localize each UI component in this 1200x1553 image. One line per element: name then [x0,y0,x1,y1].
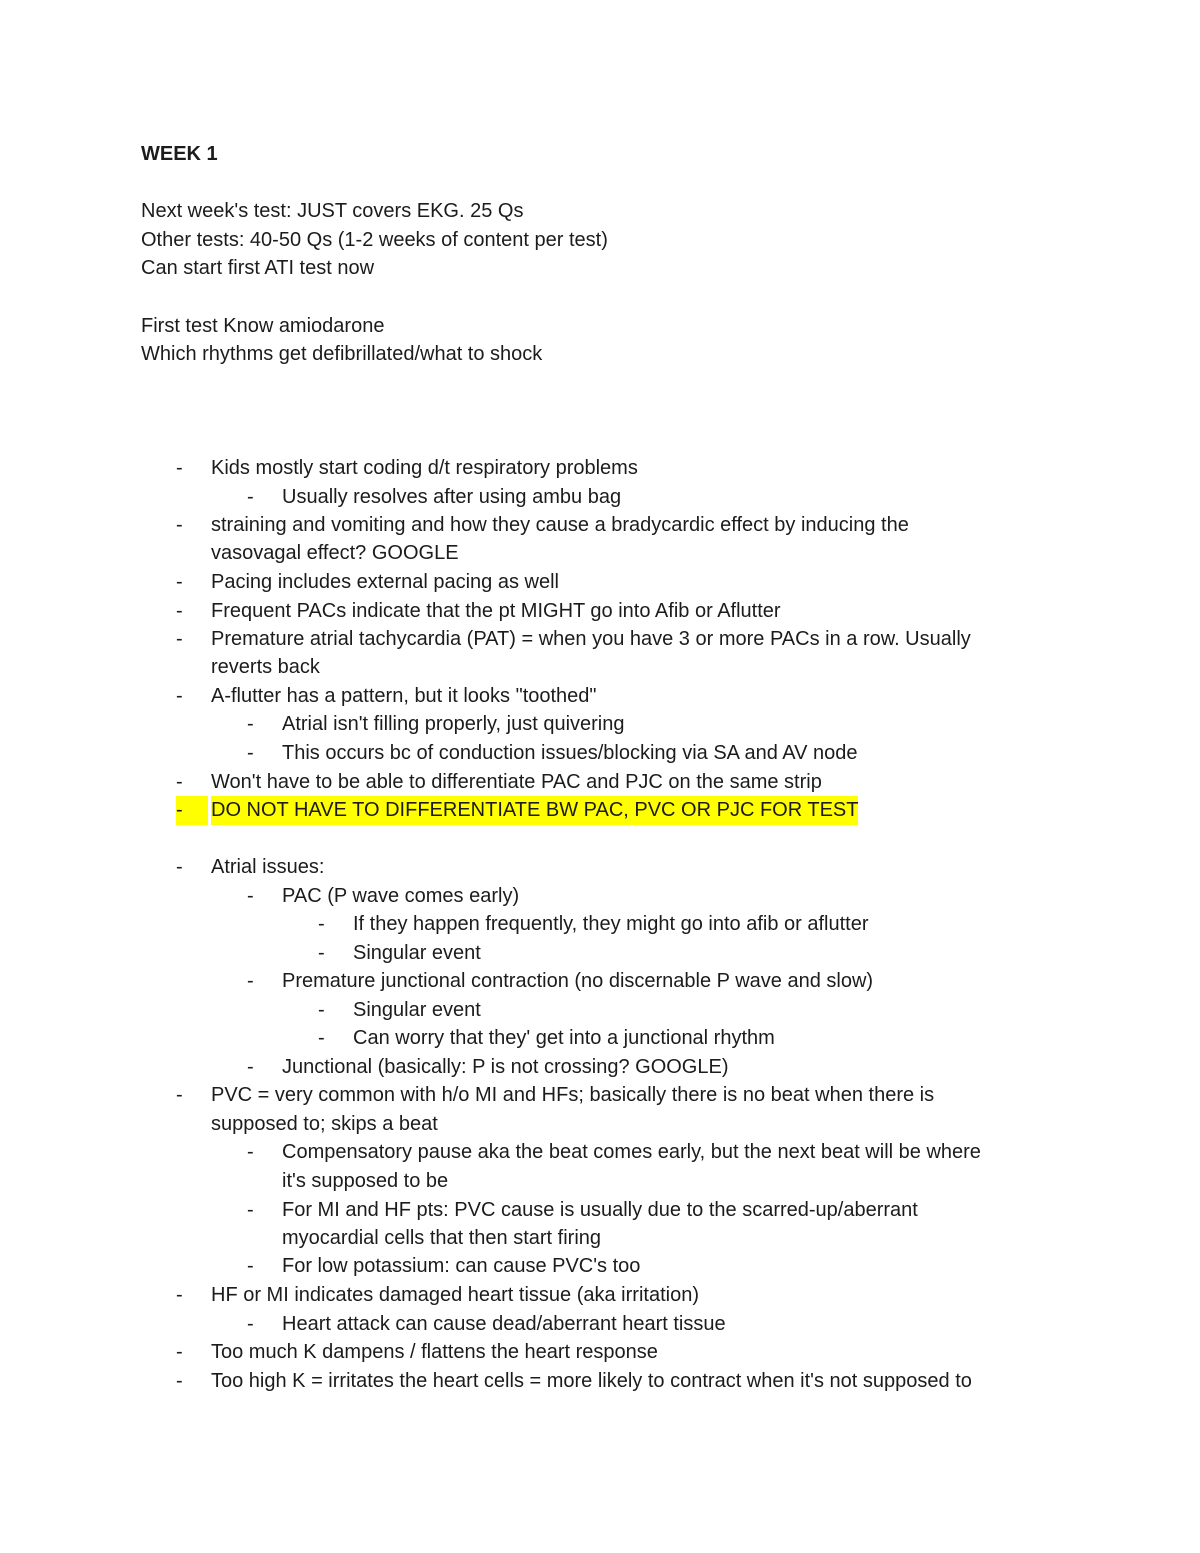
list-item [0,710,1200,739]
bullet-dash: - [176,1284,183,1306]
list-item [0,739,1200,768]
bullet-text: Pacing includes external pacing as well [211,571,559,593]
bullet-text: myocardial cells that then start firing [282,1227,602,1249]
bullet-text: Too high K = irritates the heart cells = more likely to contract when it's not supposed to [211,1370,972,1392]
bullet-text: Can worry that they' get into a junctional rhythm [353,1027,775,1049]
list-item [0,939,1200,968]
list-item [0,597,1200,626]
list-item [0,1138,1200,1167]
bullet-text: vasovagal effect? GOOGLE [211,542,459,564]
list-item [0,483,1200,512]
list-item [0,1081,1200,1110]
bullet-text: HF or MI indicates damaged heart tissue (aka irritation) [211,1284,699,1306]
list-item [0,1281,1200,1310]
bullet-text: PVC = very common with h/o MI and HFs; basically there is no beat when there is [211,1084,935,1106]
list-item [0,910,1200,939]
bullet-dash: - [247,1056,254,1078]
bullet-text: reverts back [211,656,320,678]
bullet-dash: - [176,1341,183,1363]
bullet-text: supposed to; skips a beat [211,1113,438,1135]
list-item [0,511,1200,540]
bullet-dash: - [247,1313,254,1335]
intro-line: Other tests: 40-50 Qs (1-2 weeks of content per test) [141,229,608,251]
list-item [0,768,1200,797]
list-item [0,1024,1200,1053]
list-item [0,796,1200,825]
bullet-text: Usually resolves after using ambu bag [282,486,622,508]
list-item [0,1110,1200,1139]
list-item [0,1053,1200,1082]
list-item [0,1196,1200,1225]
bullet-text: Compensatory pause aka the beat comes early, but the next beat will be where [282,1141,981,1163]
bullet-dash: - [247,713,254,735]
bullet-text: Frequent PACs indicate that the pt MIGHT go into Afib or Aflutter [211,600,781,622]
list-item [0,1224,1200,1253]
list-item [0,1338,1200,1367]
bullet-text: straining and vomiting and how they cause a bradycardic effect by inducing the [211,514,909,536]
bullet-dash: - [318,942,325,964]
list-item [0,539,1200,568]
bullet-text: If they happen frequently, they might go into afib or aflutter [353,913,869,935]
bullet-text: Singular event [353,942,481,964]
highlighted-note: DO NOT HAVE TO DIFFERENTIATE BW PAC, PVC OR PJC FOR TEST [211,796,858,825]
bullet-dash: - [176,685,183,707]
list-item [0,1310,1200,1339]
list-item [0,853,1200,882]
bullet-text: Kids mostly start coding d/t respiratory problems [211,457,638,479]
bullet-dash: - [247,1141,254,1163]
bullet-dash: - [318,1027,325,1049]
bullet-text: Singular event [353,999,481,1021]
list-item [0,625,1200,654]
bullet-text: Atrial isn't filling properly, just quivering [282,713,625,735]
bullet-text: Premature atrial tachycardia (PAT) = when you have 3 or more PACs in a row. Usually [211,628,971,650]
bullet-dash: - [247,1199,254,1221]
bullet-dash: - [247,486,254,508]
bullet-text: A-flutter has a pattern, but it looks "toothed" [211,685,597,707]
list-item [0,1252,1200,1281]
intro-line: Next week's test: JUST covers EKG. 25 Qs [141,200,524,222]
bullet-dash: - [247,742,254,764]
bullet-text: For MI and HF pts: PVC cause is usually due to the scarred-up/aberrant [282,1199,918,1221]
list-item [0,653,1200,682]
bullet-dash: - [176,600,183,622]
bullet-text: Atrial issues: [211,856,325,878]
list-item [0,967,1200,996]
bullet-text: Junctional (basically: P is not crossing? GOOGLE) [282,1056,729,1078]
bullet-dash: - [176,771,183,793]
list-item [0,682,1200,711]
bullet-dash: - [318,913,325,935]
bullet-text: For low potassium: can cause PVC's too [282,1255,641,1277]
bullet-dash: - [176,628,183,650]
bullet-text: This occurs bc of conduction issues/blocking via SA and AV node [282,742,858,764]
page-title: WEEK 1 [141,143,218,165]
bullet-text: Won't have to be able to differentiate PAC and PJC on the same strip [211,771,822,793]
bullet-dash: - [247,1255,254,1277]
list-item [0,882,1200,911]
bullet-dash: - [176,1084,183,1106]
bullet-text: it's supposed to be [282,1170,449,1192]
first-test-line: Which rhythms get defibrillated/what to shock [141,343,543,365]
bullet-dash: - [318,999,325,1021]
bullet-dash: - [176,796,208,825]
first-test-line: First test Know amiodarone [141,315,385,337]
list-item [0,996,1200,1025]
bullet-dash: - [176,856,183,878]
bullet-text: Heart attack can cause dead/aberrant heart tissue [282,1313,726,1335]
list-item [0,1167,1200,1196]
bullet-text: PAC (P wave comes early) [282,885,520,907]
list-item [0,1367,1200,1396]
bullet-text: Too much K dampens / flattens the heart response [211,1341,658,1363]
bullet-dash: - [176,1370,183,1392]
bullet-text: Premature junctional contraction (no discernable P wave and slow) [282,970,874,992]
list-item [0,454,1200,483]
bullet-dash: - [176,514,183,536]
bullet-dash: - [247,970,254,992]
list-item [0,568,1200,597]
bullet-dash: - [176,457,183,479]
bullet-dash: - [176,571,183,593]
intro-line: Can start first ATI test now [141,257,375,279]
bullet-dash: - [247,885,254,907]
